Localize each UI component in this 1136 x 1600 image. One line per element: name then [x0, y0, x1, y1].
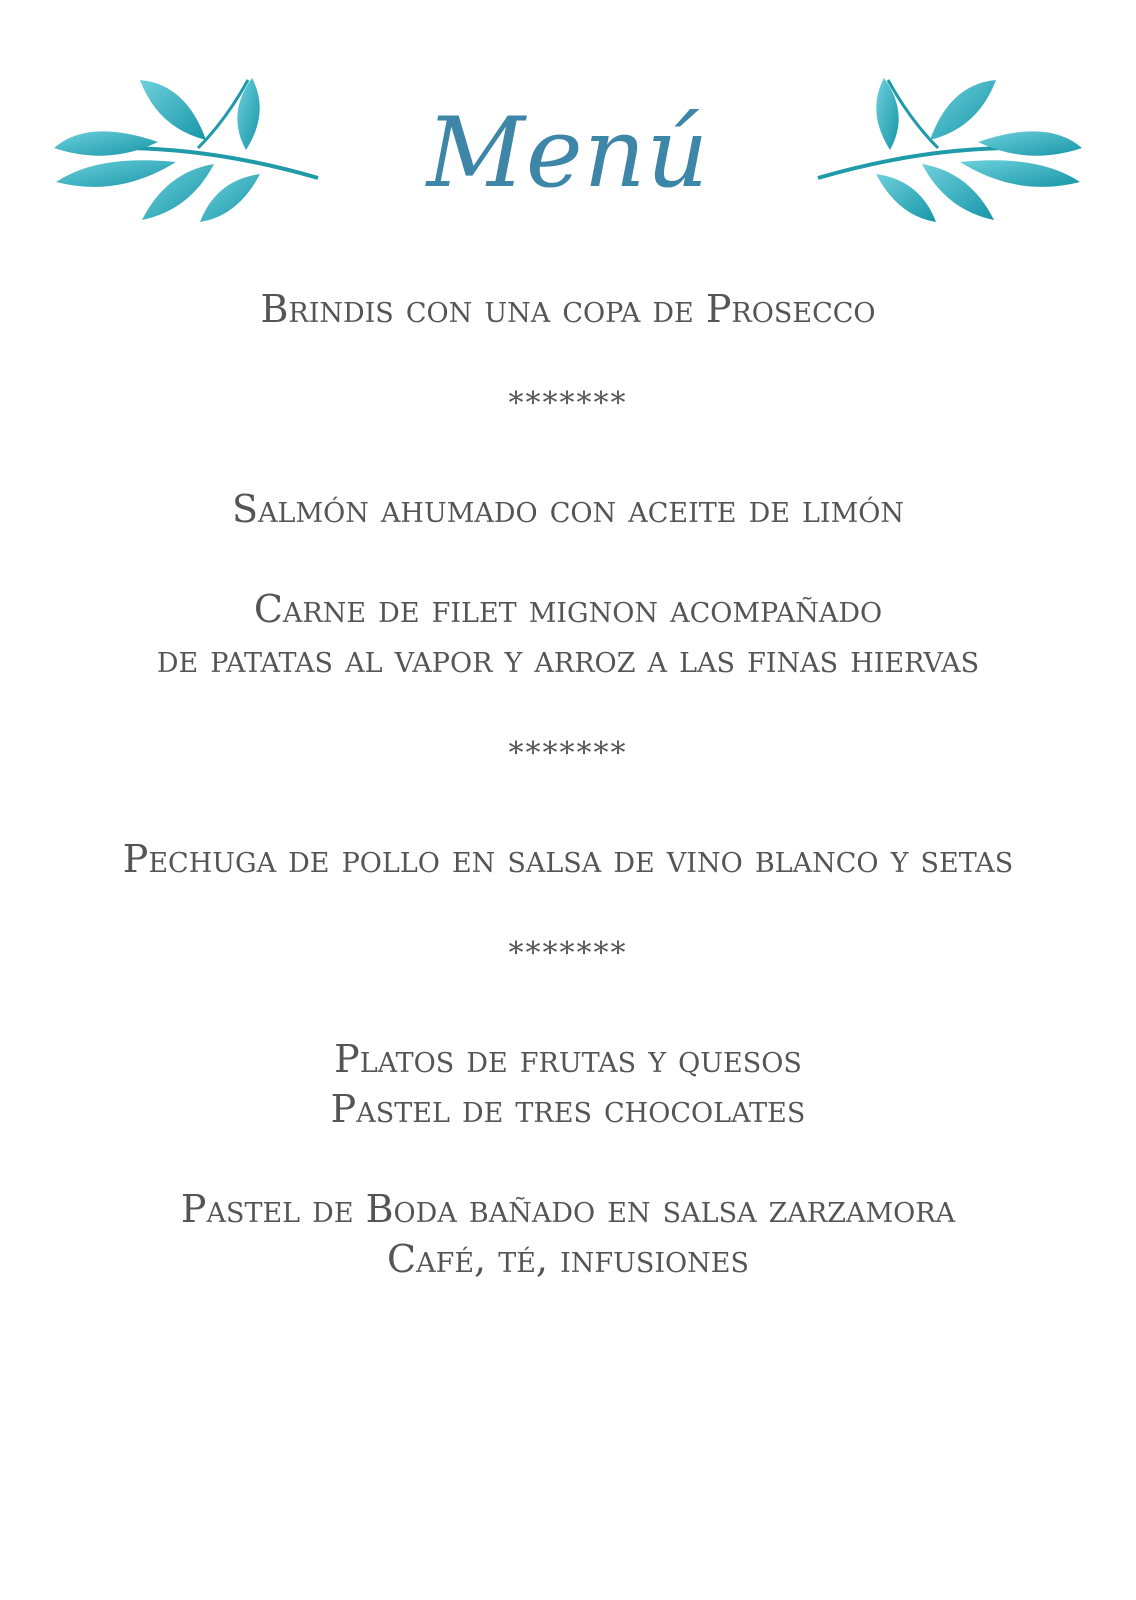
menu-separator: ******* [508, 936, 628, 971]
menu-item-cake: Pastel de Boda bañado en salsa zarzamora [180, 1187, 956, 1231]
menu-item-main1-line1: Carne de filet mignon acompañado [253, 587, 883, 631]
menu-title: Menú [426, 97, 710, 209]
menu-item-main2: Pechuga de pollo en salsa de vino blanco y setas [122, 837, 1014, 881]
menu-item-toast: Brindis con una copa de Prosecco [260, 287, 876, 331]
menu-item-dessert2: Pastel de tres chocolates [330, 1087, 806, 1131]
menu-item-dessert1: Platos de frutas y quesos [334, 1037, 802, 1081]
menu-header [0, 60, 1136, 240]
menu-separator: ******* [508, 736, 628, 771]
menu-item-main1-line2: de patatas al vapor y arroz a las finas hiervas [156, 637, 980, 681]
menu-item-starter: Salmón ahumado con aceite de limón [231, 487, 905, 531]
menu-separator: ******* [508, 386, 628, 421]
leaf-branch-icon [808, 70, 1088, 230]
leaf-branch-icon [48, 70, 328, 230]
menu-item-drinks: Café, té, infusiones [387, 1237, 749, 1281]
